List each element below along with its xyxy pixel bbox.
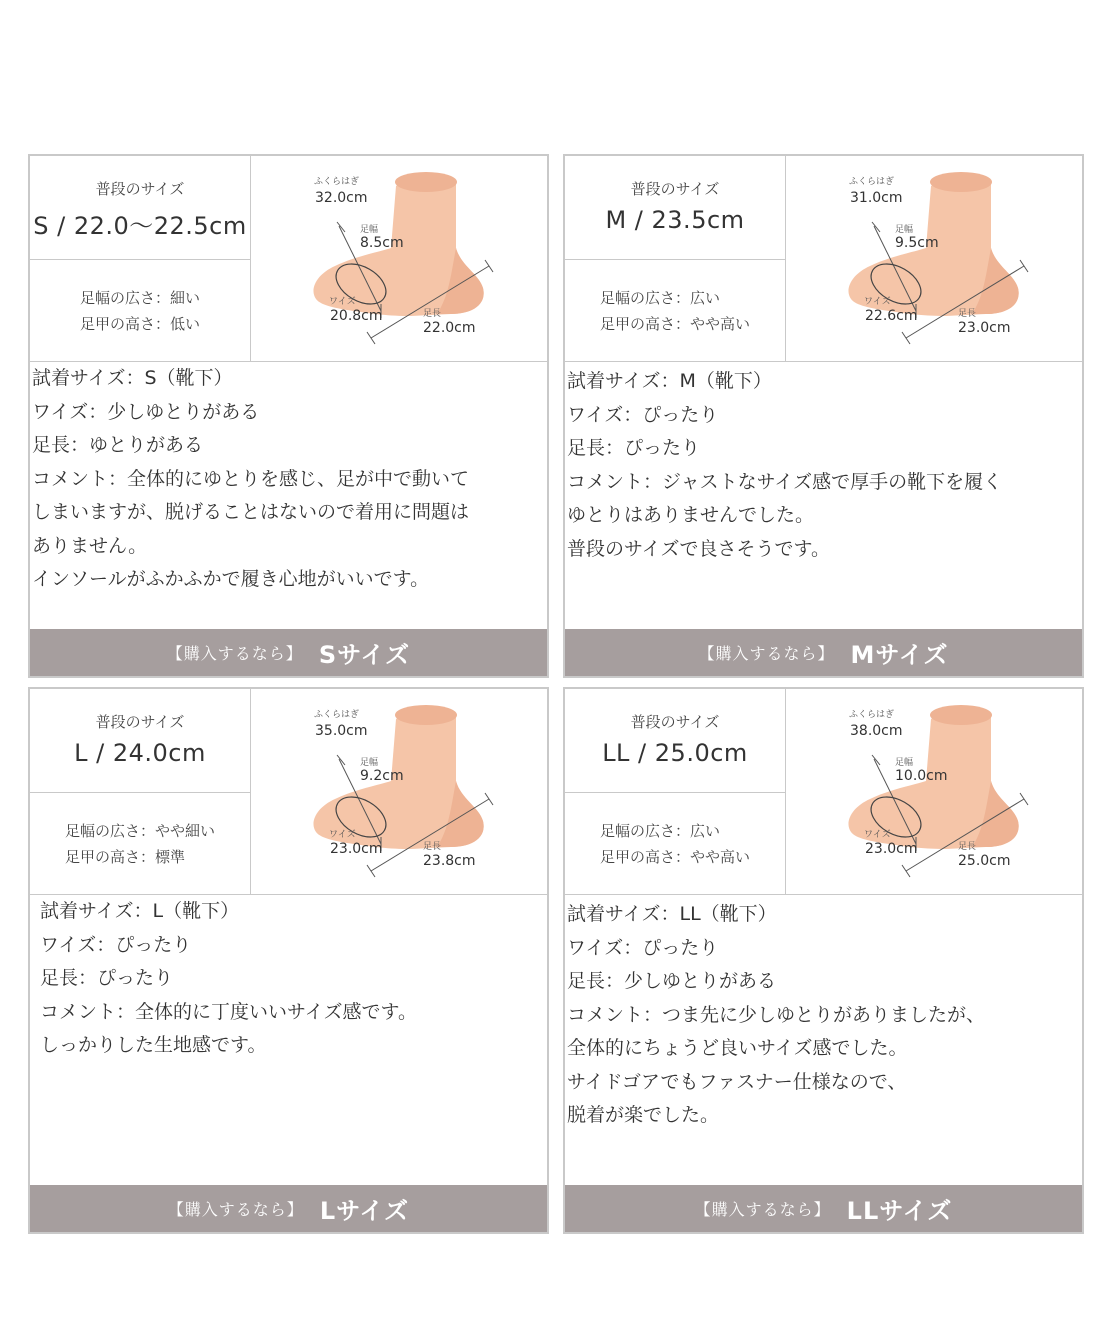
foot-instep-feel: 足甲の高さ：標準 <box>64 847 185 866</box>
card-header <box>565 156 1082 362</box>
foot-width-feel: 足幅の広さ：広い <box>599 821 720 840</box>
size-review-card <box>563 154 1084 678</box>
recommended-size: LLサイズ <box>846 1197 953 1225</box>
calf-value: 31.0cm <box>850 190 903 206</box>
buy-prefix: 【購入するなら】 <box>698 644 835 663</box>
foot-measurement-diagram <box>251 156 547 361</box>
buy-prefix: 【購入するなら】 <box>167 1200 304 1219</box>
review-line: サイドゴアでもファスナー仕様なので、 <box>567 1070 907 1093</box>
usual-size-label: 普段のサイズ <box>630 713 720 731</box>
card-header <box>30 156 547 362</box>
length-value: 25.0cm <box>958 853 1011 869</box>
foot-width-feel: 足幅の広さ：細い <box>79 288 200 307</box>
length-label: 足長 <box>958 309 977 319</box>
calf-label: ふくらはぎ <box>849 710 895 720</box>
usual-size-value: L / 24.0cm <box>74 739 206 767</box>
review-line: コメント：つま先に少しゆとりがありましたが、 <box>567 1003 986 1026</box>
foot-measurement-diagram <box>786 156 1082 361</box>
recommended-size: Mサイズ <box>850 641 949 669</box>
review-line: ありません。 <box>32 534 148 557</box>
recommended-size-bar <box>565 1185 1082 1232</box>
review-line: 脱着が楽でした。 <box>567 1104 720 1126</box>
recommended-size: Sサイズ <box>318 641 411 669</box>
foot-measurement-diagram <box>251 689 547 894</box>
review-line: コメント：全体的にゆとりを感じ、足が中で動いて <box>32 467 470 490</box>
length-value: 23.0cm <box>958 320 1011 336</box>
recommended-size: Lサイズ <box>319 1197 410 1225</box>
review-line: 普段のサイズで良さそうです。 <box>567 537 830 560</box>
wise-label: ワイズ <box>864 830 891 840</box>
wise-label: ワイズ <box>864 297 891 307</box>
usual-size-label: 普段のサイズ <box>630 180 720 198</box>
usual-size-value: M / 23.5cm <box>605 206 745 234</box>
ball-value: 8.5cm <box>360 235 404 251</box>
foot-shape-box <box>565 793 786 894</box>
calf-label: ふくらはぎ <box>314 177 360 187</box>
review-line: しっかりした生地感です。 <box>40 1034 267 1056</box>
ball-value: 9.5cm <box>895 235 939 251</box>
length-label: 足長 <box>423 309 442 319</box>
foot-illustration <box>251 156 547 361</box>
wise-value: 22.6cm <box>865 308 918 324</box>
fitting-review <box>30 362 547 597</box>
foot-shape-box <box>30 793 251 894</box>
fitting-review <box>30 895 547 1063</box>
review-line: インソールがふかふかで履き心地がいいです。 <box>32 568 430 590</box>
foot-width-feel: 足幅の広さ：広い <box>599 288 720 307</box>
usual-size-box <box>565 689 786 793</box>
length-label: 足長 <box>958 842 977 852</box>
wise-label: ワイズ <box>329 297 356 307</box>
size-review-card <box>28 687 549 1234</box>
card-header <box>565 689 1082 895</box>
foot-shape-box <box>30 260 251 361</box>
review-line: 試着サイズ：LL（靴下） <box>567 903 777 925</box>
ball-value: 9.2cm <box>360 768 404 784</box>
buy-prefix: 【購入するなら】 <box>694 1200 831 1219</box>
usual-size-box <box>30 156 251 260</box>
review-line: コメント：全体的に丁度いいサイズ感です。 <box>40 1000 417 1023</box>
size-review-card <box>28 154 549 678</box>
review-line: 足長：ゆとりがある <box>32 434 204 456</box>
foot-shape-box <box>565 260 786 361</box>
usual-size-label: 普段のサイズ <box>95 713 185 731</box>
foot-illustration <box>251 689 547 894</box>
review-line: しまいますが、脱げることはないので着用に問題は <box>32 501 470 523</box>
review-line: ゆとりはありませんでした。 <box>567 504 815 526</box>
foot-measurement-diagram <box>786 689 1082 894</box>
usual-size-value: S / 22.0〜22.5cm <box>33 212 247 240</box>
review-line: 足長：ぴったり <box>567 437 701 459</box>
review-line: 試着サイズ：L（靴下） <box>40 900 240 922</box>
foot-width-feel: 足幅の広さ：やや細い <box>64 821 215 840</box>
foot-instep-feel: 足甲の高さ：やや高い <box>599 314 750 333</box>
foot-illustration <box>786 156 1082 361</box>
length-label: 足長 <box>423 842 442 852</box>
ball-value: 10.0cm <box>895 768 948 784</box>
length-value: 23.8cm <box>423 853 476 869</box>
review-line: 全体的にちょうど良いサイズ感でした。 <box>567 1037 908 1059</box>
ball-label: 足幅 <box>360 225 379 235</box>
calf-label: ふくらはぎ <box>314 710 360 720</box>
wise-value: 23.0cm <box>330 841 383 857</box>
buy-prefix: 【購入するなら】 <box>166 644 303 663</box>
calf-value: 38.0cm <box>850 723 903 739</box>
ball-label: 足幅 <box>895 225 914 235</box>
size-review-card <box>563 687 1084 1234</box>
calf-value: 32.0cm <box>315 190 368 206</box>
length-value: 22.0cm <box>423 320 476 336</box>
review-line: ワイズ：ぴったり <box>40 933 192 956</box>
foot-instep-feel: 足甲の高さ：やや高い <box>599 847 750 866</box>
wise-value: 20.8cm <box>330 308 383 324</box>
recommended-size-bar <box>30 1185 547 1232</box>
review-line: コメント：ジャストなサイズ感で厚手の靴下を履く <box>567 470 1003 493</box>
review-line: 足長：ぴったり <box>40 967 174 989</box>
usual-size-box <box>30 689 251 793</box>
usual-size-value: LL / 25.0cm <box>602 739 748 767</box>
ball-label: 足幅 <box>360 758 379 768</box>
usual-size-box <box>565 156 786 260</box>
recommended-size-bar <box>565 629 1082 676</box>
calf-label: ふくらはぎ <box>849 177 895 187</box>
usual-size-label: 普段のサイズ <box>95 180 185 198</box>
foot-illustration <box>786 689 1082 894</box>
review-line: 試着サイズ：M（靴下） <box>567 370 772 392</box>
review-line: 足長：少しゆとりがある <box>567 970 777 992</box>
wise-value: 23.0cm <box>865 841 918 857</box>
calf-value: 35.0cm <box>315 723 368 739</box>
review-line: ワイズ：少しゆとりがある <box>32 400 260 423</box>
ball-label: 足幅 <box>895 758 914 768</box>
wise-label: ワイズ <box>329 830 356 840</box>
card-header <box>30 689 547 895</box>
review-line: 試着サイズ：S（靴下） <box>32 367 233 389</box>
fitting-review <box>565 898 1082 1133</box>
fitting-review <box>565 365 1082 566</box>
recommended-size-bar <box>30 629 547 676</box>
review-line: ワイズ：ぴったり <box>567 936 719 959</box>
foot-instep-feel: 足甲の高さ：低い <box>79 314 200 333</box>
review-line: ワイズ：ぴったり <box>567 403 719 426</box>
